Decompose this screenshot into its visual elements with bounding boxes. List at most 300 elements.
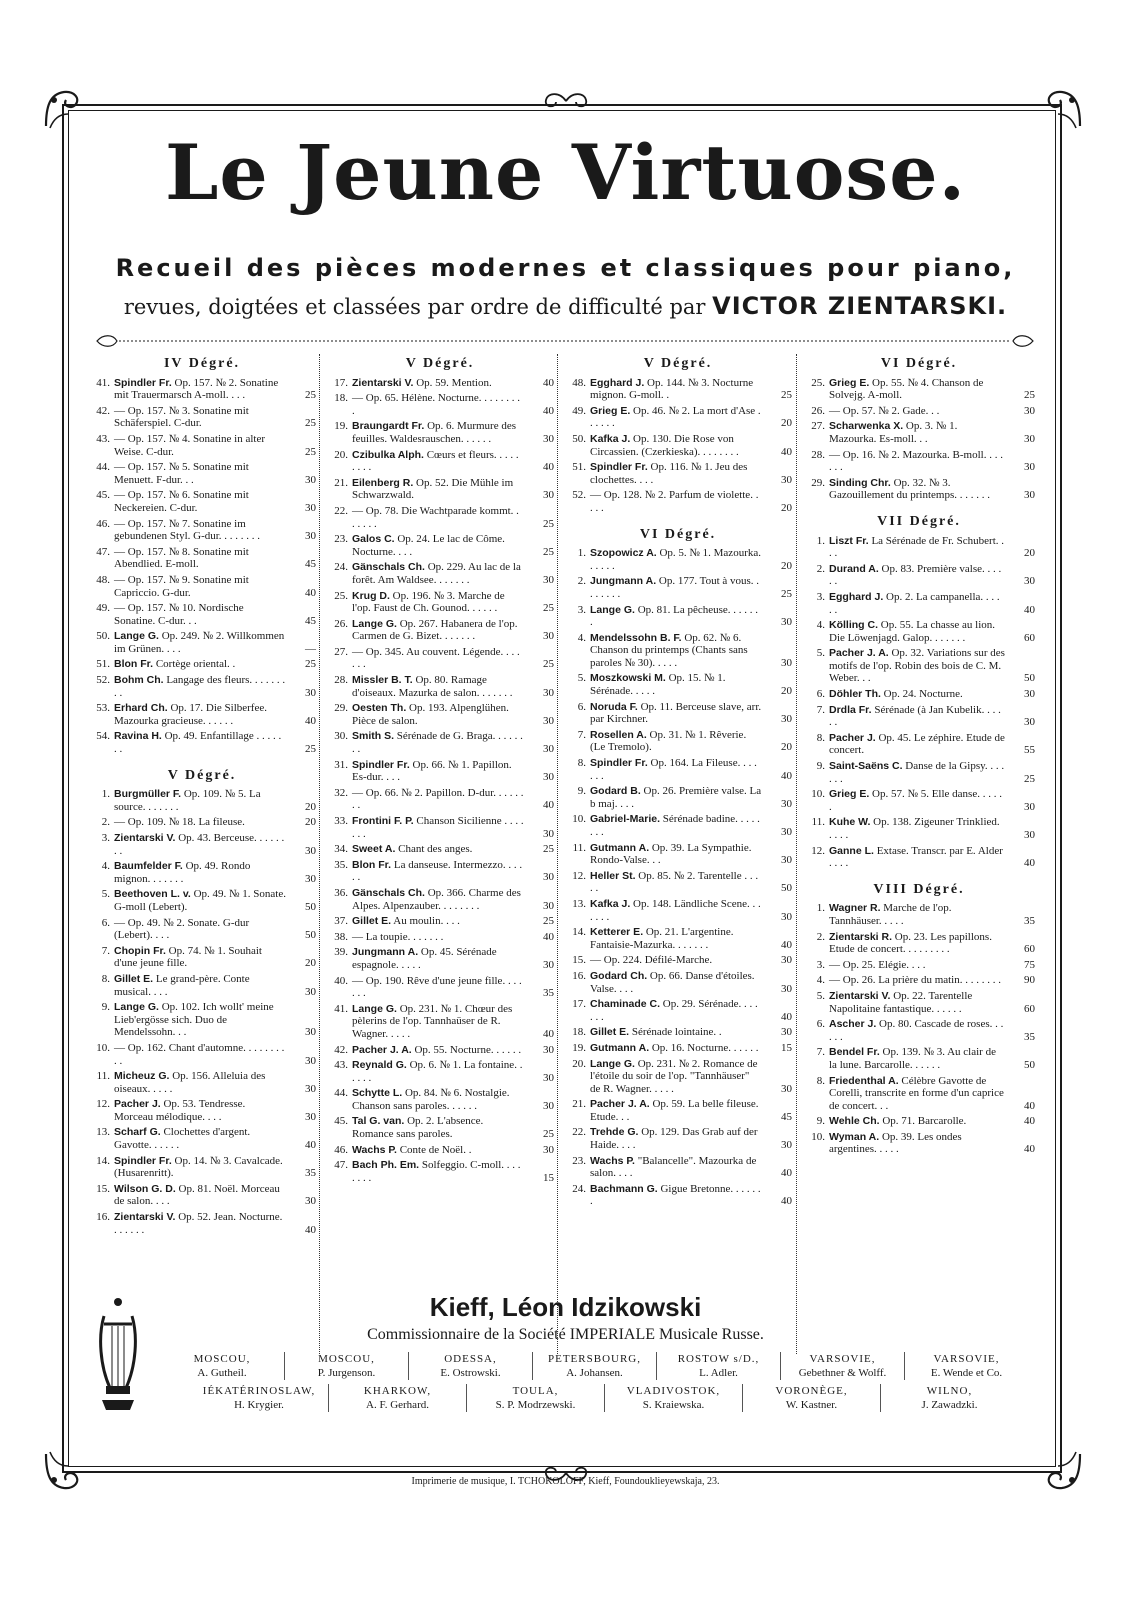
entry-title (352, 915, 524, 928)
entry-title (114, 1183, 286, 1208)
entry-number: 12. (96, 1098, 110, 1111)
entry-work: — Op. 49. № 2. Sonate. G-dur (Lebert). . . . (114, 916, 250, 942)
entry-title (114, 546, 286, 571)
entry-title (352, 975, 524, 1000)
entry-composer: Lange G. (352, 1002, 397, 1015)
agents-row (160, 1384, 1030, 1412)
catalogue-entry (88, 917, 316, 942)
catalogue-entry (88, 888, 316, 913)
entry-number: 47. (334, 1159, 348, 1172)
entry-price: 40 (781, 938, 792, 951)
entry-title (590, 1183, 762, 1208)
entry-work: — Op. 157. № 3. Sonatine mit Schäferspiel. C-dur. (114, 404, 249, 430)
entry-number: 20. (572, 1057, 586, 1070)
catalogue-entry (88, 489, 316, 514)
entry-price: 40 (781, 1010, 792, 1023)
entry-title (352, 561, 524, 586)
entry-work: Op. 55. № 4. Chanson de Solvejg. A-moll. (829, 376, 984, 402)
catalogue-entry (326, 377, 554, 390)
catalogue-entry (564, 604, 792, 629)
entry-number: 4. (101, 860, 110, 873)
entry-composer: Ascher J. (829, 1018, 877, 1031)
agent-name: A. F. Gerhard. (366, 1399, 429, 1411)
entry-title (590, 1126, 762, 1151)
catalogue-entry (564, 842, 792, 867)
entry-price: 20 (781, 685, 792, 698)
entry-title (352, 449, 524, 474)
entry-number: 10. (572, 813, 586, 826)
entry-number: 46. (96, 517, 110, 530)
entry-composer: Wehle Ch. (829, 1115, 880, 1128)
entry-work: Op. 366. Charme des Alpes. Alpenzauber. . . . . . . . (352, 886, 521, 912)
entry-title (590, 377, 762, 402)
entry-title (114, 518, 286, 543)
entry-composer: Mendelssohn B. F. (590, 631, 682, 644)
entry-number: 7. (101, 944, 110, 957)
entry-price: 30 (781, 713, 792, 726)
entry-composer: Wagner R. (829, 902, 881, 915)
entry-price: 25 (543, 517, 554, 530)
agent-city: TOULA, (512, 1385, 559, 1397)
entry-title (114, 489, 286, 514)
catalogue-entry (326, 1044, 554, 1057)
entry-title (114, 1126, 286, 1151)
entry-title (114, 1001, 286, 1039)
entry-price: 30 (1024, 575, 1035, 588)
entry-price: 30 (543, 958, 554, 971)
entry-work: Op. 43. Berceuse. . . . . . . . (114, 832, 285, 857)
entry-price: 30 (543, 686, 554, 699)
entry-work: Op. 102. Ich wollt' meine Lieb'ergösse sich. Duo de Mendelssohn. . . (114, 1001, 274, 1039)
entry-work: Op. 39. Les ondes argentines. . . . . (829, 1130, 962, 1156)
entry-title (590, 701, 762, 726)
entry-number: 27. (334, 645, 348, 658)
agent-name: A. Johansen. (566, 1367, 623, 1379)
agent-city: MOSCOU, (193, 1353, 251, 1365)
entry-work: Op. 129. Das Grab auf der Haide. . . . (590, 1126, 758, 1152)
entry-number: 8. (816, 1074, 825, 1087)
entry-composer: Kafka J. (590, 432, 631, 445)
entry-title (590, 970, 762, 995)
entry-title (590, 1098, 762, 1123)
entry-title (352, 1144, 524, 1157)
entry-number: 3. (101, 832, 110, 844)
entry-work: — Op. 66. № 2. Papillon. D-dur. . . . . . . . (352, 786, 524, 812)
entry-number: 13. (572, 897, 586, 910)
agent-name: H. Krygier. (234, 1399, 284, 1411)
entry-price: 35 (1024, 914, 1035, 927)
catalogue-entry (803, 405, 1035, 418)
catalogue-entry (803, 902, 1035, 927)
entry-work: — Op. 26. La prière du matin. . . . . . . . (829, 974, 1001, 987)
entry-work: Op. 156. Alleluia des oiseaux. . . . . (114, 1070, 266, 1095)
catalogue-entry (326, 1059, 554, 1084)
entry-number: 44. (96, 461, 110, 474)
agent-city: PETERSBOURG, (548, 1353, 641, 1365)
entry-title (352, 1087, 524, 1112)
entry-number: 4. (577, 631, 586, 644)
agent-cell (328, 1384, 466, 1412)
entry-title (352, 1115, 524, 1140)
entry-price: 30 (305, 1110, 316, 1123)
agent-cell (880, 1384, 1018, 1412)
entry-work: Op. 49. № 1. Sonate. G-moll (Lebert). (114, 888, 286, 913)
catalogue-entry (803, 959, 1035, 972)
entry-composer: Grieg E. (829, 376, 870, 389)
entry-price: 60 (1024, 943, 1035, 956)
catalogue-entry (803, 477, 1035, 502)
agent-name: E. Wende et Co. (930, 1367, 1003, 1379)
column-separator (796, 354, 797, 1354)
entry-number: 16. (96, 1211, 110, 1224)
subtitle-editor-line (0, 292, 1131, 320)
entry-composer: Saint-Saëns C. (829, 760, 903, 773)
catalogue-entry (326, 887, 554, 912)
entry-price: 30 (781, 473, 792, 486)
entry-price: 30 (543, 743, 554, 756)
catalogue-entry (326, 674, 554, 699)
entry-composer: Czibulka Alph. (352, 448, 424, 461)
entry-title (352, 377, 524, 390)
entry-work: Cœurs et fleurs. . . . . . . . . (352, 448, 519, 474)
entry-title (352, 420, 524, 445)
entry-price: 40 (781, 1195, 792, 1208)
catalogue-entry (564, 813, 792, 838)
entry-price: 20 (305, 800, 316, 813)
entry-work: — Op. 157. № 6. Sonatine mit Neckereien. C-dur. (114, 489, 249, 514)
entry-price: 30 (305, 985, 316, 998)
entry-composer: Baumfelder F. (114, 860, 183, 873)
entry-number: 33. (334, 815, 348, 827)
agent-name: L. Adler. (699, 1367, 738, 1379)
entry-title (590, 870, 762, 895)
catalogue-entry (564, 405, 792, 430)
entry-composer: Egghard J. (829, 590, 884, 603)
editor-name: VICTOR ZIENTARSKI. (712, 292, 1008, 320)
entry-work: — La toupie. . . . . . . (352, 930, 444, 943)
entry-price: 50 (305, 900, 316, 913)
entry-title (114, 973, 286, 998)
entry-title (352, 1159, 524, 1184)
entry-number: 47. (96, 545, 110, 558)
catalogue-entry (88, 546, 316, 571)
entry-title (114, 377, 286, 402)
entry-composer: Zientarski R. (829, 930, 893, 943)
entry-number: 4. (816, 974, 825, 987)
catalogue-entry (803, 1018, 1035, 1043)
entry-price: 35 (1024, 1030, 1035, 1043)
entry-title (829, 420, 1005, 445)
entry-title (829, 959, 1005, 972)
entry-work: Op. 23. Les papillons. Etude de concert. . . . . . . . . (829, 930, 992, 956)
entry-title (590, 1026, 762, 1039)
entry-price: 75 (1024, 958, 1035, 971)
entry-work: Op. 24. Le lac de Côme. Nocturne. . . . (352, 533, 505, 558)
catalogue-entry (803, 1075, 1035, 1113)
entry-number: 3. (577, 603, 586, 616)
entry-price: 30 (1024, 800, 1035, 813)
entry-price: 30 (305, 1054, 316, 1067)
subtitle-collection: Recueil des pièces modernes et classiques pour piano, (115, 254, 1016, 282)
entry-composer: Trehde G. (590, 1126, 639, 1139)
catalogue-entry (326, 975, 554, 1000)
agent-cell (780, 1352, 904, 1380)
entry-work: Solfeggio. C-moll. . . . . . . . (352, 1159, 521, 1184)
entry-number: 23. (572, 1154, 586, 1167)
entry-number: 30. (334, 730, 348, 743)
catalogue-entry (88, 1070, 316, 1095)
entry-work: Sérénade de G. Braga. . . . . . . . (352, 730, 523, 756)
entry-number: 48. (96, 573, 110, 586)
entry-composer: Szopowicz A. (590, 547, 657, 560)
entry-price: 30 (1024, 432, 1035, 445)
entry-work: Conte de Noël. . (399, 1143, 472, 1156)
entry-price: 40 (781, 1167, 792, 1180)
catalogue-entry (803, 377, 1035, 402)
entry-composer: Bach Ph. Em. (352, 1159, 420, 1172)
entry-composer: Grieg E. (829, 788, 870, 801)
catalogue-entry (88, 1126, 316, 1151)
entry-title (590, 575, 762, 600)
entry-title (352, 843, 524, 856)
entry-title (829, 732, 1005, 757)
entry-title (829, 591, 1005, 616)
catalogue-entry (88, 658, 316, 671)
entry-title (352, 887, 524, 912)
entry-work: Op. 6. № 1. La fontaine. . . . . . (352, 1059, 523, 1084)
entry-work: La Sérénade de Fr. Schubert. . . . (829, 534, 1005, 560)
entry-price: 15 (781, 1041, 792, 1054)
entry-number: 26. (334, 617, 348, 630)
agent-cell (466, 1384, 604, 1412)
entry-number: 13. (96, 1126, 110, 1139)
entry-composer: Bendel Fr. (829, 1046, 880, 1059)
entry-work: Op. 39. La Sympathie. Rondo-Valse. . . (590, 841, 752, 867)
entry-title (829, 619, 1005, 644)
entry-number: 18. (334, 392, 348, 405)
entry-composer: Spindler Fr. (114, 376, 172, 389)
entry-title (590, 926, 762, 951)
entry-title (829, 974, 1005, 987)
entry-work: Op. 193. Alpenglühen. Pièce de salon. (352, 702, 509, 727)
entry-composer: Rosellen A. (590, 728, 647, 741)
entry-work: Op. 49. Rondo mignon. . . . . . . (114, 860, 251, 885)
entry-number: 46. (334, 1143, 348, 1156)
corner-ornament-bottom-left (40, 1448, 86, 1494)
entry-title (352, 618, 524, 643)
catalogue-entry (803, 420, 1035, 445)
entry-price: 40 (305, 1139, 316, 1152)
agent-name: A. Gutheil. (197, 1367, 247, 1379)
entry-number: 1. (816, 534, 825, 547)
entry-title (352, 1059, 524, 1084)
entry-title (114, 658, 286, 671)
catalogue-entry (803, 732, 1035, 757)
catalogue-entry (88, 1155, 316, 1180)
entry-number: 48. (572, 376, 586, 389)
entry-composer: Lange G. (590, 603, 635, 616)
entry-work: Op. 2. La campanella. . . . . . (829, 590, 1000, 616)
catalogue-entry (326, 730, 554, 755)
entry-work: Op. 52. Jean. Nocturne. . . . . . . (114, 1211, 283, 1236)
entry-number: 6. (816, 688, 825, 701)
entry-composer: Wyman A. (829, 1130, 880, 1143)
entry-number: 4. (816, 619, 825, 632)
entry-price: 30 (543, 899, 554, 912)
entry-work: Op. 139. № 3. Au clair de la lune. Barcarolle. . . . . . (829, 1046, 996, 1071)
catalogue-entry (564, 1026, 792, 1039)
entry-title (590, 729, 762, 754)
entry-price: 40 (305, 1223, 316, 1236)
entry-price: 55 (1024, 744, 1035, 757)
entry-price: 30 (543, 489, 554, 502)
entry-title (590, 604, 762, 629)
entry-work: — Op. 157. № 5. Sonatine mit Menuett. F-dur. . . (114, 461, 249, 486)
entry-composer: Gillet E. (114, 972, 154, 985)
entry-number: 51. (96, 658, 110, 671)
catalogue-entry (803, 974, 1035, 987)
entry-number: 5. (816, 989, 825, 1002)
entry-work: Op. 14. № 3. Cavalcade. (Husarenritt). (114, 1154, 283, 1180)
entry-price: 40 (1024, 1143, 1035, 1156)
entry-price: 20 (781, 417, 792, 430)
entry-composer: Friedenthal A. (829, 1074, 899, 1087)
entry-title (829, 405, 1005, 418)
entry-number: 45. (96, 489, 110, 502)
entry-number: 54. (96, 730, 110, 743)
entry-title (829, 788, 1005, 813)
entry-title (352, 859, 524, 884)
entry-composer: Wilson G. D. (114, 1182, 176, 1195)
entry-title (352, 931, 524, 944)
entry-composer: Gänschals Ch. (352, 561, 425, 574)
catalogue-entry (326, 477, 554, 502)
entry-title (114, 702, 286, 727)
entry-price: 15 (543, 1171, 554, 1184)
entry-composer: Chaminade C. (590, 998, 661, 1011)
entry-title (590, 547, 762, 572)
entry-title (590, 954, 762, 967)
catalogue-entry (564, 433, 792, 458)
entry-work: Op. 177. Tout à vous. . . . . . . . (590, 575, 760, 600)
entry-composer: Durand A. (829, 562, 879, 575)
catalogue-entry (564, 898, 792, 923)
catalogue-entry (326, 392, 554, 417)
entry-number: 3. (816, 958, 825, 971)
entry-title (590, 405, 762, 430)
entry-number: 15. (572, 954, 586, 967)
entry-work: Op. 81. Noël. Morceau de salon. . . . (114, 1182, 280, 1208)
entry-work: Op. 21. L'argentine. Fantaisie-Mazurka. . . . . . . (590, 926, 734, 951)
entry-price: 35 (305, 1167, 316, 1180)
entry-price: 30 (543, 771, 554, 784)
entry-price: 60 (1024, 1002, 1035, 1015)
entry-price: 40 (1024, 1099, 1035, 1112)
entry-work: Op. 138. Zigeuner Trinklied. . . . . (829, 816, 1000, 841)
entry-work: — Op. 25. Elégie. . . . (829, 958, 926, 971)
entry-composer: Lange G. (590, 1057, 635, 1070)
catalogue-entry (326, 1003, 554, 1041)
catalogue-entry (88, 674, 316, 699)
entry-work: Op. 59. La belle fileuse. Etude. . . (590, 1098, 759, 1123)
entry-price: 30 (543, 1071, 554, 1084)
entry-number: 6. (577, 700, 586, 713)
entry-number: 11. (811, 816, 825, 829)
entry-price: 40 (1024, 857, 1035, 870)
entry-work: Op. 46. № 2. La mort d'Ase . . . . . . (590, 404, 761, 430)
entry-composer: Galos C. (352, 533, 395, 546)
entry-number: 43. (96, 432, 110, 445)
entry-number: 25. (334, 589, 348, 602)
catalogue-entry (326, 815, 554, 840)
entry-title (114, 1042, 286, 1067)
entry-number: 21. (572, 1098, 586, 1111)
entry-work: — Op. 190. Rêve d'une jeune fille. . . . . . . (352, 974, 522, 1000)
entry-number: 27. (811, 420, 825, 433)
entry-price: 30 (781, 854, 792, 867)
entry-composer: Scharf G. (114, 1126, 161, 1139)
catalogue-entry (564, 729, 792, 754)
catalogue-column-3 (564, 356, 792, 1211)
catalogue-column-1 (88, 356, 316, 1239)
entry-price: 90 (1024, 974, 1035, 987)
catalogue-entry (326, 859, 554, 884)
entry-composer: Drdla Fr. (829, 703, 872, 716)
entry-number: 41. (96, 376, 110, 389)
entry-title (829, 990, 1005, 1015)
entry-number: 42. (334, 1043, 348, 1056)
entry-price: 30 (781, 1082, 792, 1095)
catalogue-entry (564, 377, 792, 402)
entry-composer: Sinding Chr. (829, 476, 891, 489)
entry-composer: Egghard J. (590, 376, 645, 389)
entry-work: Cortège oriental. . (155, 658, 236, 671)
catalogue-entry (88, 377, 316, 402)
entry-work: Op. 85. № 2. Tarentelle . . . . . (590, 869, 759, 895)
entry-price: 30 (305, 686, 316, 699)
catalogue-entry (803, 931, 1035, 956)
entry-title (352, 674, 524, 699)
catalogue-entry (564, 1058, 792, 1096)
entry-number: 45. (334, 1115, 348, 1128)
agent-cell (284, 1352, 408, 1380)
agent-cell (742, 1384, 880, 1412)
entry-price: 30 (781, 982, 792, 995)
agent-name: W. Kastner. (785, 1399, 838, 1411)
entry-number: 29. (811, 476, 825, 489)
entry-price: 25 (781, 587, 792, 600)
catalogue-entry (88, 860, 316, 885)
agent-city: WILNO, (926, 1385, 973, 1397)
entry-title (829, 1131, 1005, 1156)
entry-price: 30 (305, 872, 316, 885)
entry-title (590, 757, 762, 782)
entry-composer: Pacher J. (114, 1098, 161, 1111)
entry-number: 6. (101, 916, 110, 929)
agent-name: E. Ostrowski. (440, 1367, 501, 1379)
entry-work: Op. 57. № 5. Elle danse. . . . . . (829, 788, 1002, 813)
entry-title (829, 1075, 1005, 1113)
entry-price: 35 (543, 987, 554, 1000)
entry-price: 30 (543, 630, 554, 643)
entry-work: Chant des anges. (398, 843, 473, 856)
catalogue-entry (326, 533, 554, 558)
agent-name: J. Zawadzki. (921, 1399, 978, 1411)
entry-title (829, 845, 1005, 870)
entry-number: 1. (816, 902, 825, 915)
entry-title (590, 632, 762, 670)
entry-number: 2. (577, 575, 586, 588)
